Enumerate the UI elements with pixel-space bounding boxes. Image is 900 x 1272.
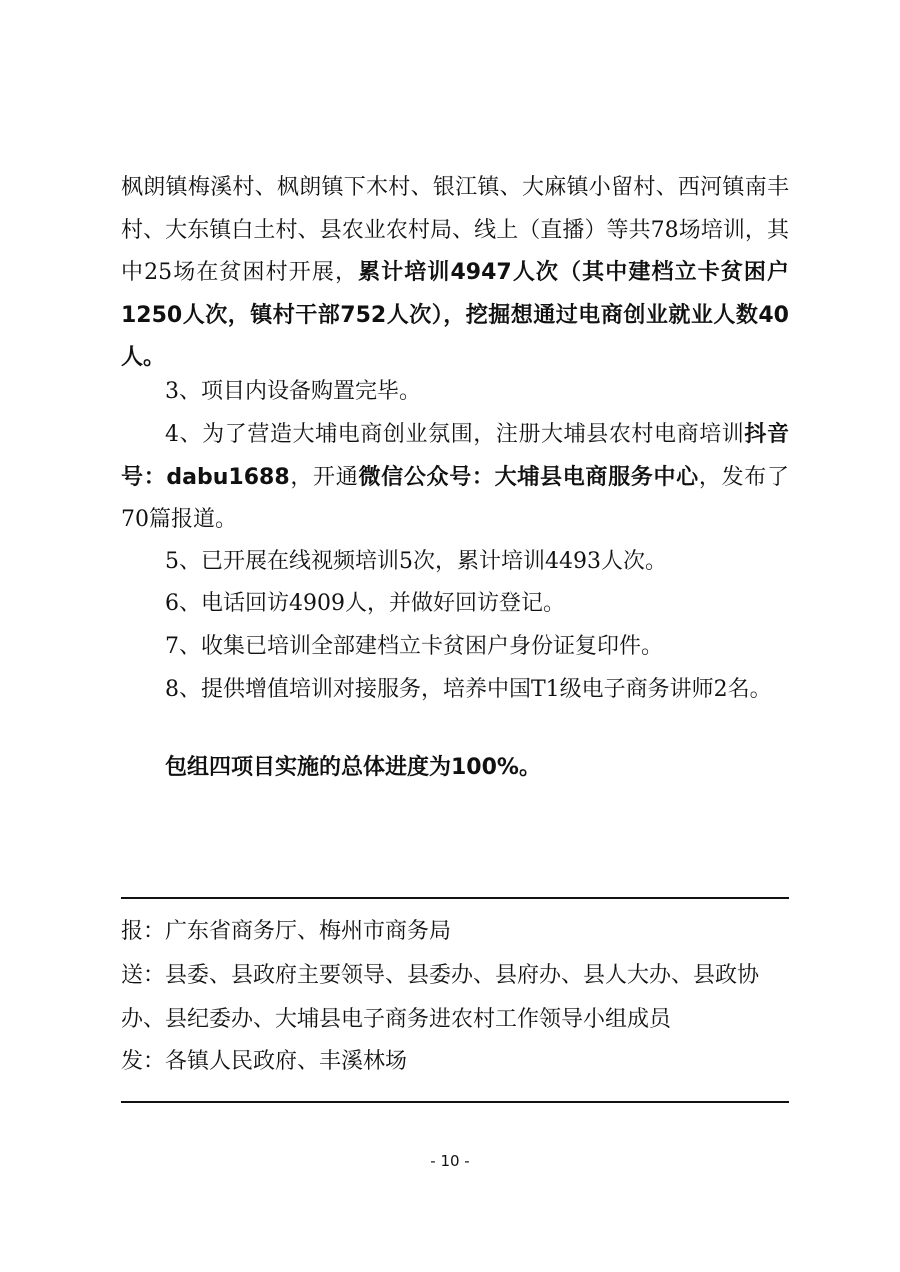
list-item-3: 3、项目内设备购置完毕。	[165, 379, 421, 404]
distribution-send: 送：县委、县政府主要领导、县委办、县府办、县人大办、县政协办、县纪委办、大埔县电子商务进农村工作领导小组成员	[121, 963, 760, 1032]
list-item-8: 8、提供增值培训对接服务，培养中国T1级电子商务讲师2名。	[165, 677, 772, 702]
list-item-7: 7、收集已培训全部建档立卡贫困户身份证复印件。	[165, 634, 663, 659]
page-number: - 10 -	[430, 1152, 470, 1170]
paragraph-bold-text: 累计培训4947人次（其中建档立卡贫困户1250人次，镇村干部752人次），挖掘想通过电商创业就业人数40人。	[121, 260, 789, 370]
progress-summary: 包组四项目实施的总体进度为100%。	[165, 755, 541, 780]
distribution-report: 报：广东省商务厅、梅州市商务局	[121, 919, 452, 944]
list-item-text: ，开通	[289, 464, 359, 490]
divider-bottom	[121, 1101, 789, 1103]
wechat-account: 微信公众号：大埔县电商服务中心	[358, 464, 699, 490]
paragraph-text: 枫朗镇梅溪村、枫朗镇下木村、银江镇、大麻镇小留村、西河镇南丰村、大东镇白土村、县农业农村局、线上（直播）等共78场培训，其中25场在贫困村开展，	[121, 175, 789, 285]
list-item-text: 4、为了营造大埔电商创业氛围，注册大埔县农村电商培训	[165, 422, 745, 447]
list-item-4	[121, 414, 789, 542]
list-item-text: ，发布了70篇报道。	[121, 464, 789, 532]
list-item-5: 5、已开展在线视频培训5次，累计培训4493人次。	[165, 549, 667, 574]
list-item-6: 6、电话回访4909人，并做好回访登记。	[165, 591, 565, 616]
distribution-issue: 发：各镇人民政府、丰溪林场	[121, 1049, 408, 1074]
douyin-account: 抖音号：dabu1688	[121, 422, 789, 490]
divider-top	[121, 897, 789, 899]
paragraph-training-summary	[121, 167, 789, 380]
